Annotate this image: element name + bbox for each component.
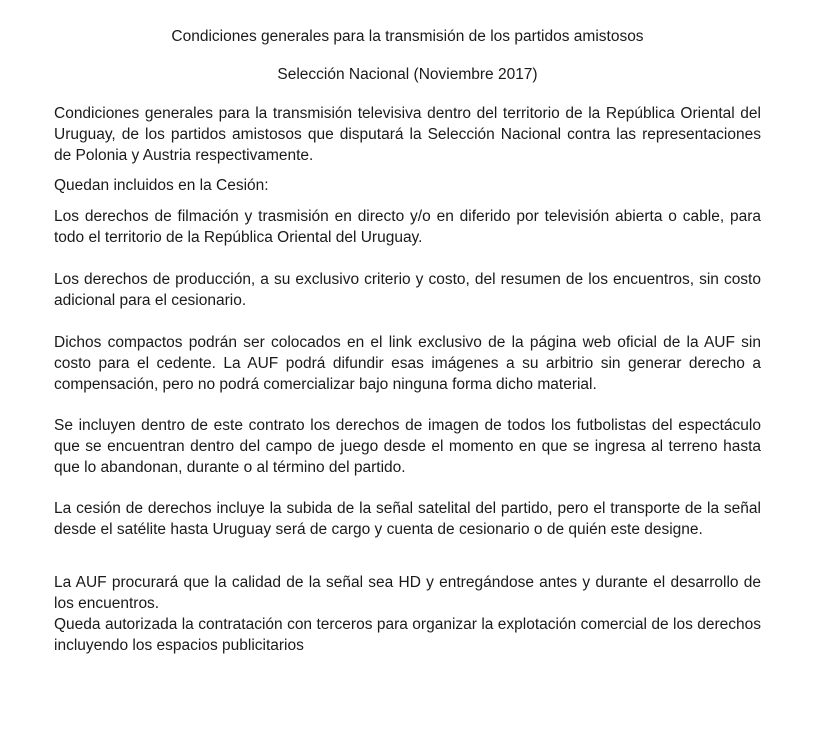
document-title: Condiciones generales para la transmisión de los partidos amistosos (171, 28, 644, 45)
document-subtitle: Selección Nacional (Noviembre 2017) (277, 66, 538, 83)
paragraph-production-rights: Los derechos de producción, a su exclusivo criterio y costo, del resumen de los encuentros, sin costo adicional para el cesionario. (54, 271, 761, 309)
paragraph-filming-rights: Los derechos de filmación y trasmisión en directo y/o en diferido por televisión abierta o cable, para todo el territorio de la República Oriental del Uruguay. (54, 208, 761, 246)
paragraph-included-heading: Quedan incluidos en la Cesión: (54, 177, 269, 194)
paragraph-third-party-contracting: Queda autorizada la contratación con terceros para organizar la explotación comercial de los derechos incluyendo los espacios publicitarios (54, 616, 761, 654)
paragraph-compacts: Dichos compactos podrán ser colocados en el link exclusivo de la página web oficial de la AUF sin costo para el cedente. La AUF podrá difundir esas imágenes a su arbitrio sin generar derecho a compensación, pero no podrá comercializar bajo ninguna forma dicho material. (54, 334, 761, 393)
paragraph-intro: Condiciones generales para la transmisión televisiva dentro del territorio de la República Oriental del Uruguay, de los partidos amistosos que disputará la Selección Nacional contra las representaciones de Polonia y Austria respectivamente. (54, 105, 761, 164)
paragraph-signal-quality: La AUF procurará que la calidad de la señal sea HD y entregándose antes y durante el desarrollo de los encuentros. (54, 574, 761, 612)
paragraph-satellite-signal: La cesión de derechos incluye la subida de la señal satelital del partido, pero el transporte de la señal desde el satélite hasta Uruguay será de cargo y cuenta de cesionario o de quién este designe. (54, 500, 761, 538)
paragraph-image-rights: Se incluyen dentro de este contrato los derechos de imagen de todos los futbolistas del espectáculo que se encuentran dentro del campo de juego desde el momento en que se ingresa al terreno hasta que lo abandonan, durante o al término del partido. (54, 417, 761, 476)
